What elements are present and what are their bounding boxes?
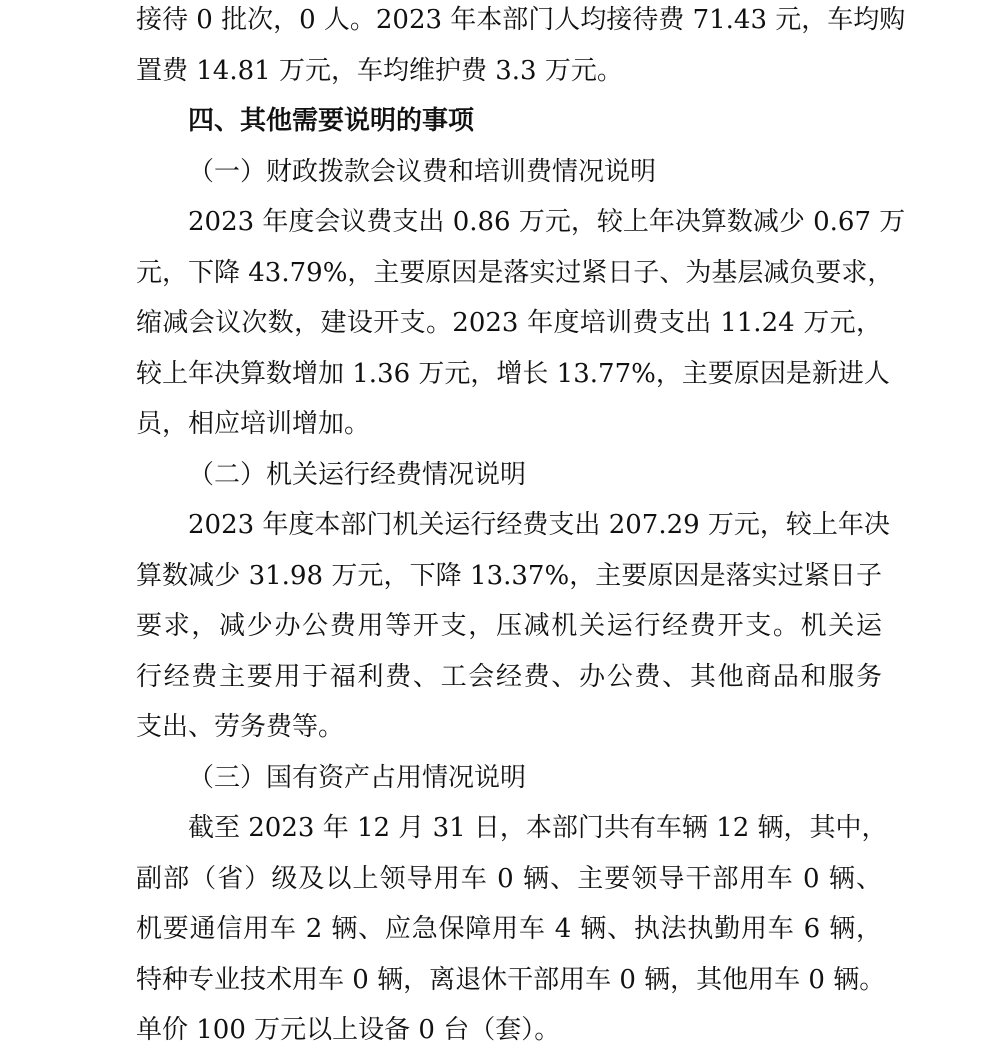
body-line: 截至 2023 年 12 月 31 日，本部门共有车辆 12 辆，其中， (188, 813, 888, 843)
body-line: 缩减会议次数，建设开支。2023 年度培训费支出 11.24 万元， (136, 308, 882, 338)
body-line: 算数减少 31.98 万元，下降 13.37%，主要原因是落实过紧日子 (136, 560, 882, 591)
body-line: 副部（省）级及以上领导用车 0 辆、主要领导干部用车 0 辆、 (136, 863, 882, 894)
subsection-heading: （一）财政拨款会议费和培训费情况说明 (188, 156, 657, 187)
body-line: 接待 0 批次，0 人。2023 年本部门人均接待费 71.43 元，车均购 (136, 5, 906, 35)
body-line: 行经费主要用于福利费、工会经费、办公费、其他商品和服务 (136, 661, 882, 692)
body-line: 支出、劳务费等。 (136, 712, 345, 742)
body-line: 要求，减少办公费用等开支，压减机关运行经费开支。机关运 (136, 611, 882, 641)
subsection-heading: （二）机关运行经费情况说明 (188, 459, 527, 490)
body-line: 单价 100 万元以上设备 0 台（套）。 (136, 1015, 561, 1045)
body-line: 特种专业技术用车 0 辆，离退休干部用车 0 辆，其他用车 0 辆。 (136, 964, 886, 995)
body-line: 较上年决算数增加 1.36 万元，增长 13.77%，主要原因是新进人 (136, 358, 890, 389)
body-line: 置费 14.81 万元，车均维护费 3.3 万元。 (136, 55, 623, 86)
body-line: 2023 年度会议费支出 0.86 万元，较上年决算数减少 0.67 万 (188, 207, 906, 237)
body-line: 员，相应培训增加。 (136, 409, 371, 439)
body-line: 元，下降 43.79%，主要原因是落实过紧日子、为基层减负要求， (136, 257, 894, 288)
section-heading: 四、其他需要说明的事项 (188, 106, 475, 136)
body-line: 2023 年度本部门机关运行经费支出 207.29 万元，较上年决 (188, 510, 890, 540)
body-line: 机要通信用车 2 辆、应急保障用车 4 辆、执法执勤用车 6 辆， (136, 914, 882, 944)
subsection-heading: （三）国有资产占用情况说明 (188, 762, 527, 793)
